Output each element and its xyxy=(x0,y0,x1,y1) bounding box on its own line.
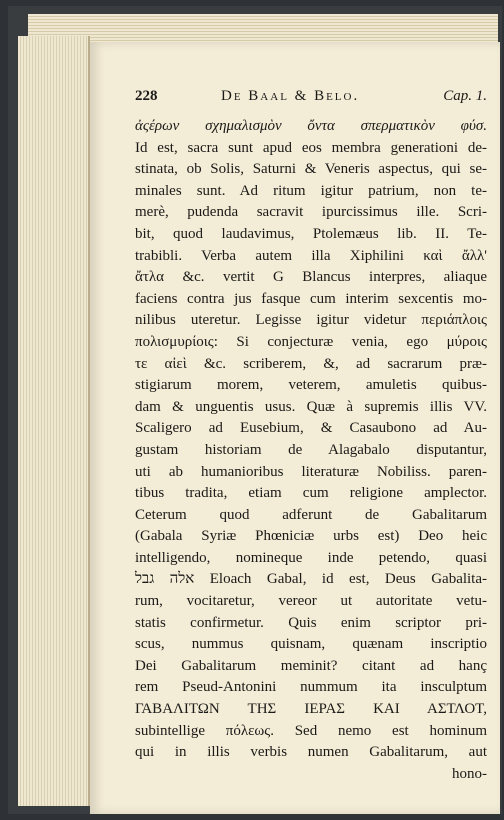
text-line: stinata, ob Solis, Saturni & Veneris aspectus, qui se- xyxy=(135,161,487,178)
text-line: bit, quod laudavimus, Ptolemæus lib. II. Te- xyxy=(135,225,487,242)
page-header xyxy=(135,88,487,110)
text-line: qui in illis verbis numen Gabalitarum, aut xyxy=(135,744,487,761)
chapter-reference: Cap. 1. xyxy=(443,88,487,104)
text-line: ἄτλα &c. vertit G Blancus interpres, aliaque xyxy=(135,269,487,286)
text-line: nilibus uteretur. Legisse igitur videtur περιάπλοις xyxy=(135,312,487,329)
text-line: Id est, sacra sunt apud eos membra generationi de- xyxy=(135,139,487,156)
text-line: stigiarum morem, veterem, amuletis quibus- xyxy=(135,377,487,394)
text-line: πολισμυρίοις: Si conjecturæ venia, ego μύροις xyxy=(135,333,487,350)
book xyxy=(8,6,502,814)
page-stack-edge xyxy=(18,36,90,806)
text-line: Ceterum quod adferunt de Gabalitarum xyxy=(135,506,487,523)
text-line: Dei Gabalitarum meminit? citant ad hanç xyxy=(135,657,487,674)
text-line: Scaligero ad Eusebium, & Casaubono ad Au- xyxy=(135,420,487,437)
text-line: rem Pseud-Antonini nummum ita insculptum xyxy=(135,679,487,696)
text-line: ἀςέρων σχημαλισμὸν ὄντα σπερματικὸν φύσ. xyxy=(135,118,487,134)
text-line: subintellige πόλεως. Sed nemo est hominum xyxy=(135,722,487,739)
text-line: trabibli. Verba autem illa Xiphilini καὶ ἄλλ' xyxy=(135,247,487,264)
text-line: intelligendo, nomineque inde petendo, quasi xyxy=(135,549,487,566)
text-line: rum, vocitaretur, vereor ut autoritate vetu- xyxy=(135,593,487,610)
text-line: אלה גבל Eloach Gabal, id est, Deus Gabalita- xyxy=(135,571,488,588)
text-line: (Gabala Syriæ Phœniciæ urbs est) Deo heic xyxy=(135,528,487,545)
text-line: gustam historiam de Alagabalo disputantur, xyxy=(135,441,487,458)
page-number: 228 xyxy=(135,88,158,104)
text-line: ΓΑΒΑΛΙΤΩΝ ΤΗΣ ΙΕΡΑΣ ΚΑΙ ΑΣΤΛΟΤ, xyxy=(135,701,487,718)
text-line: minales sunt. Ad ritum igitur patrium, non te- xyxy=(135,182,487,199)
running-title: De Baal & Belo. xyxy=(221,88,360,104)
text-line: tibus tradita, etiam cum religione amplector. xyxy=(135,485,487,502)
text-line: scus, nummus quisnam, quænam inscriptio xyxy=(135,636,487,653)
text-line: statis confirmetur. Quis enim scriptor pri- xyxy=(135,614,487,631)
text-line: merè, pudenda sacravit ipurcissimus ille. Scri- xyxy=(135,204,487,221)
catchword: hono- xyxy=(452,765,487,782)
body-text xyxy=(135,116,487,785)
book-page xyxy=(90,42,500,814)
text-line: uti ab humanioribus literaturæ Nobiliss. paren- xyxy=(135,463,487,480)
text-line: faciens contra jus fasque cum interim sexcentis mo- xyxy=(135,290,487,307)
page-top-edge xyxy=(28,14,498,44)
text-line: dam & unguentis usus. Quæ à supremis illis VV. xyxy=(135,398,487,415)
text-line: τε αἰεὶ &c. scriberem, &, ad sacrarum præ- xyxy=(135,355,487,372)
